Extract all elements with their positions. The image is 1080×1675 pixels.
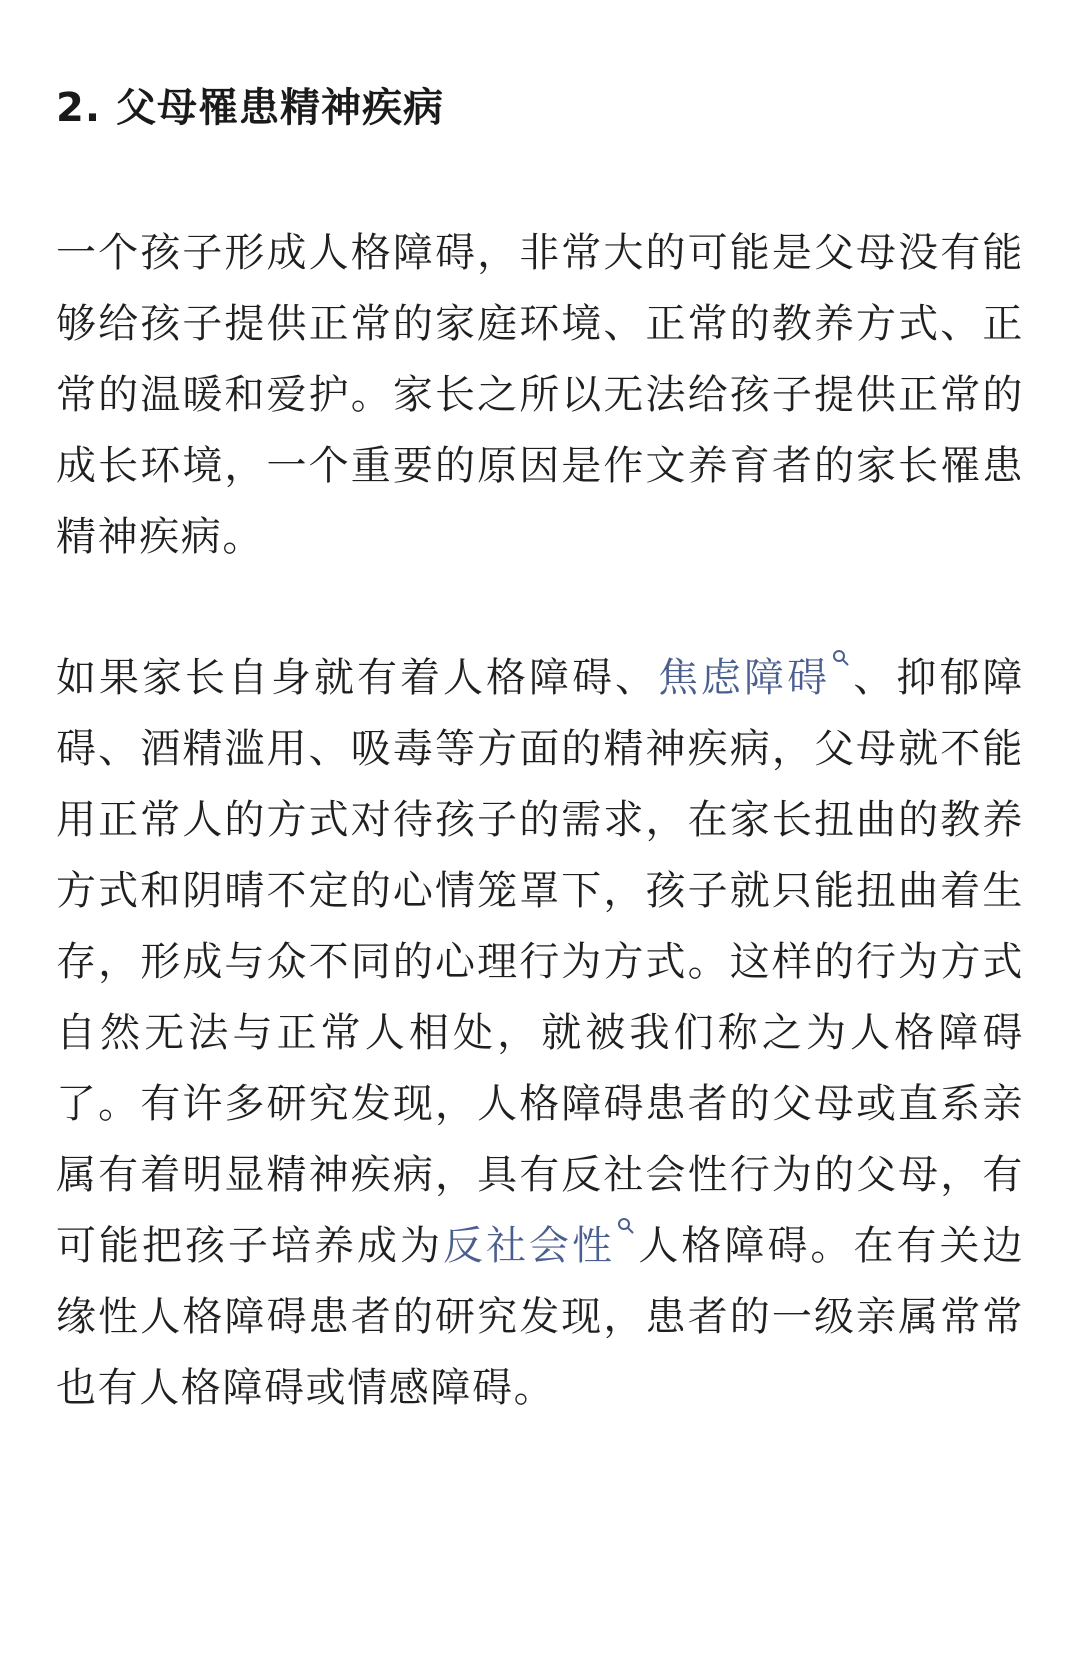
paragraph-1: 一个孩子形成人格障碍，非常大的可能是父母没有能够给孩子提供正常的家庭环境、正常的教养方式、正常的温暖和爱护。家长之所以无法给孩子提供正常的成长环境，一个重要的原因是作文养育者的家长罹患精神疾病。 xyxy=(56,230,1024,560)
search-icon[interactable] xyxy=(832,655,850,677)
paragraph-2-segment-3: 人格障碍。在有关边缘性人格障碍患者的研究发现，患者的一级亲属常常也有人格障碍或情感障碍。 xyxy=(56,1223,1024,1411)
keyword-link-antisocial[interactable] xyxy=(443,1223,637,1269)
keyword-link-label: 反社会性 xyxy=(443,1223,615,1269)
paragraph-2-segment-2: 、抑郁障碍、酒精滥用、吸毒等方面的精神疾病，父母就不能用正常人的方式对待孩子的需求，在家长扭曲的教养方式和阴晴不定的心情笼罩下，孩子就只能扭曲着生存，形成与众不同的心理行为方式。这样的行为方式自然无法与正常人相处，就被我们称之为人格障碍了。有许多研究发现，人格障碍患者的父母或直系亲属有着明显精神疾病，具有反社会性行为的父母，有可能把孩子培养成为 xyxy=(56,655,1024,1269)
paragraph-2 xyxy=(56,643,1024,1424)
keyword-link-anxiety-disorder[interactable] xyxy=(658,655,852,701)
search-icon[interactable] xyxy=(617,1223,635,1245)
keyword-link-label: 焦虑障碍 xyxy=(658,655,830,701)
section-title: 2. 父母罹患精神疾病 xyxy=(56,85,444,131)
paragraph-2-segment-1: 如果家长自身就有着人格障碍、 xyxy=(56,655,658,701)
